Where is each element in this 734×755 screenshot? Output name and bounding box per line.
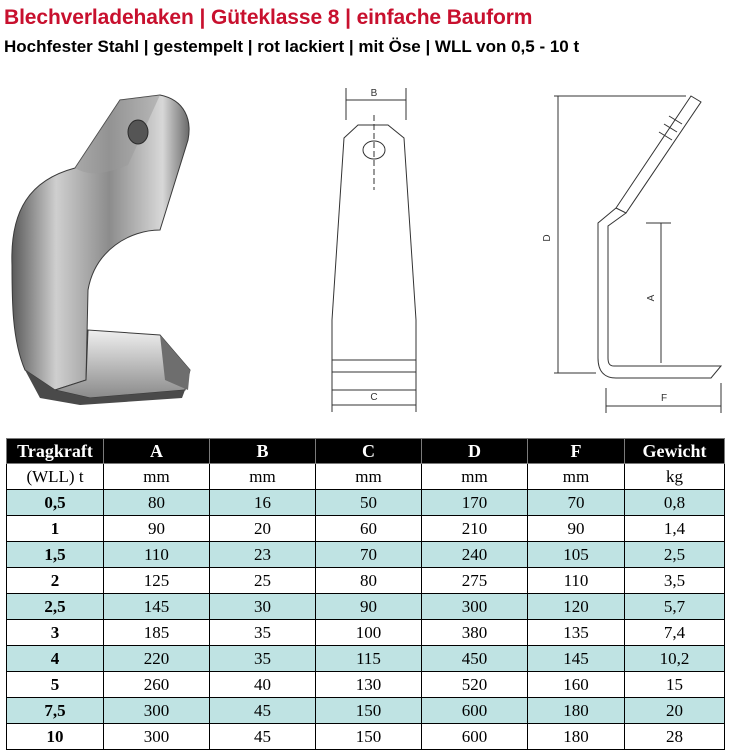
table-cell-a: 80 — [104, 490, 210, 516]
table-cell-tragkraft: 0,5 — [7, 490, 104, 516]
column-header-d: D — [422, 439, 528, 464]
table-row — [7, 672, 725, 698]
table-cell-c: 50 — [316, 490, 422, 516]
table-cell-d: 520 — [422, 672, 528, 698]
table-cell-a: 220 — [104, 646, 210, 672]
table-row — [7, 490, 725, 516]
table-cell-d: 275 — [422, 568, 528, 594]
table-header-row — [7, 439, 725, 464]
table-cell-b: 25 — [210, 568, 316, 594]
table-cell-d: 600 — [422, 698, 528, 724]
table-cell-f: 105 — [528, 542, 625, 568]
table-cell-a: 300 — [104, 724, 210, 750]
dimension-label-a: A — [646, 294, 657, 302]
table-cell-gewicht: 2,5 — [625, 542, 725, 568]
dimension-label-f: F — [660, 393, 668, 404]
table-cell-a: 185 — [104, 620, 210, 646]
table-cell-tragkraft: 7,5 — [7, 698, 104, 724]
table-cell-d: 300 — [422, 594, 528, 620]
table-row — [7, 594, 725, 620]
table-cell-a: 110 — [104, 542, 210, 568]
column-header-a: A — [104, 439, 210, 464]
unit-cell-f: mm — [528, 464, 625, 490]
table-cell-tragkraft: 5 — [7, 672, 104, 698]
dimension-label-b: B — [370, 88, 378, 99]
table-cell-f: 145 — [528, 646, 625, 672]
table-cell-gewicht: 20 — [625, 698, 725, 724]
table-cell-c: 150 — [316, 724, 422, 750]
table-cell-f: 110 — [528, 568, 625, 594]
table-cell-a: 300 — [104, 698, 210, 724]
table-cell-b: 30 — [210, 594, 316, 620]
table-cell-tragkraft: 1,5 — [7, 542, 104, 568]
table-cell-c: 150 — [316, 698, 422, 724]
table-row — [7, 568, 725, 594]
table-cell-d: 210 — [422, 516, 528, 542]
table-cell-tragkraft: 2 — [7, 568, 104, 594]
table-cell-gewicht: 0,8 — [625, 490, 725, 516]
column-header-c: C — [316, 439, 422, 464]
table-cell-b: 35 — [210, 620, 316, 646]
table-cell-f: 70 — [528, 490, 625, 516]
table-cell-a: 90 — [104, 516, 210, 542]
table-cell-a: 145 — [104, 594, 210, 620]
table-cell-b: 45 — [210, 724, 316, 750]
column-header-tragkraft: Tragkraft — [7, 439, 104, 464]
table-cell-b: 40 — [210, 672, 316, 698]
table-cell-b: 45 — [210, 698, 316, 724]
table-cell-gewicht: 1,4 — [625, 516, 725, 542]
unit-cell-c: mm — [316, 464, 422, 490]
table-cell-b: 23 — [210, 542, 316, 568]
table-cell-tragkraft: 1 — [7, 516, 104, 542]
dimension-label-d: D — [542, 234, 553, 242]
table-body — [7, 490, 725, 750]
table-cell-f: 180 — [528, 724, 625, 750]
hook-product-photo — [0, 80, 215, 410]
table-cell-tragkraft: 2,5 — [7, 594, 104, 620]
table-cell-d: 600 — [422, 724, 528, 750]
table-cell-b: 35 — [210, 646, 316, 672]
table-cell-gewicht: 10,2 — [625, 646, 725, 672]
table-cell-gewicht: 7,4 — [625, 620, 725, 646]
table-cell-d: 170 — [422, 490, 528, 516]
table-units-row — [7, 464, 725, 490]
table-cell-d: 240 — [422, 542, 528, 568]
table-cell-tragkraft: 3 — [7, 620, 104, 646]
unit-cell-gewicht: kg — [625, 464, 725, 490]
side-view-drawing — [536, 88, 734, 418]
table-row — [7, 620, 725, 646]
table-row — [7, 516, 725, 542]
table-row — [7, 646, 725, 672]
page-title: Blechverladehaken | Güteklasse 8 | einfache Bauform — [4, 6, 533, 29]
table-cell-tragkraft: 4 — [7, 646, 104, 672]
table-cell-b: 16 — [210, 490, 316, 516]
table-cell-gewicht: 28 — [625, 724, 725, 750]
table-cell-f: 120 — [528, 594, 625, 620]
column-header-b: B — [210, 439, 316, 464]
table-row — [7, 724, 725, 750]
table-cell-a: 260 — [104, 672, 210, 698]
table-cell-c: 100 — [316, 620, 422, 646]
table-cell-f: 160 — [528, 672, 625, 698]
front-view-drawing — [318, 80, 428, 420]
column-header-f: F — [528, 439, 625, 464]
table-cell-tragkraft: 10 — [7, 724, 104, 750]
table-cell-c: 80 — [316, 568, 422, 594]
table-cell-gewicht: 3,5 — [625, 568, 725, 594]
unit-cell-tragkraft: (WLL) t — [7, 464, 104, 490]
table-cell-c: 90 — [316, 594, 422, 620]
table-cell-d: 450 — [422, 646, 528, 672]
table-cell-c: 70 — [316, 542, 422, 568]
table-cell-f: 135 — [528, 620, 625, 646]
column-header-gewicht: Gewicht — [625, 439, 725, 464]
table-cell-c: 115 — [316, 646, 422, 672]
table-cell-d: 380 — [422, 620, 528, 646]
table-cell-a: 125 — [104, 568, 210, 594]
unit-cell-b: mm — [210, 464, 316, 490]
table-cell-c: 130 — [316, 672, 422, 698]
table-cell-f: 90 — [528, 516, 625, 542]
unit-cell-d: mm — [422, 464, 528, 490]
dimension-label-c: C — [370, 392, 378, 403]
table-row — [7, 698, 725, 724]
table-cell-gewicht: 15 — [625, 672, 725, 698]
table-cell-gewicht: 5,7 — [625, 594, 725, 620]
table-cell-c: 60 — [316, 516, 422, 542]
unit-cell-a: mm — [104, 464, 210, 490]
table-cell-b: 20 — [210, 516, 316, 542]
page-subtitle: Hochfester Stahl | gestempelt | rot lackiert | mit Öse | WLL von 0,5 - 10 t — [4, 37, 580, 56]
specification-table — [6, 438, 725, 750]
table-cell-f: 180 — [528, 698, 625, 724]
table-row — [7, 542, 725, 568]
